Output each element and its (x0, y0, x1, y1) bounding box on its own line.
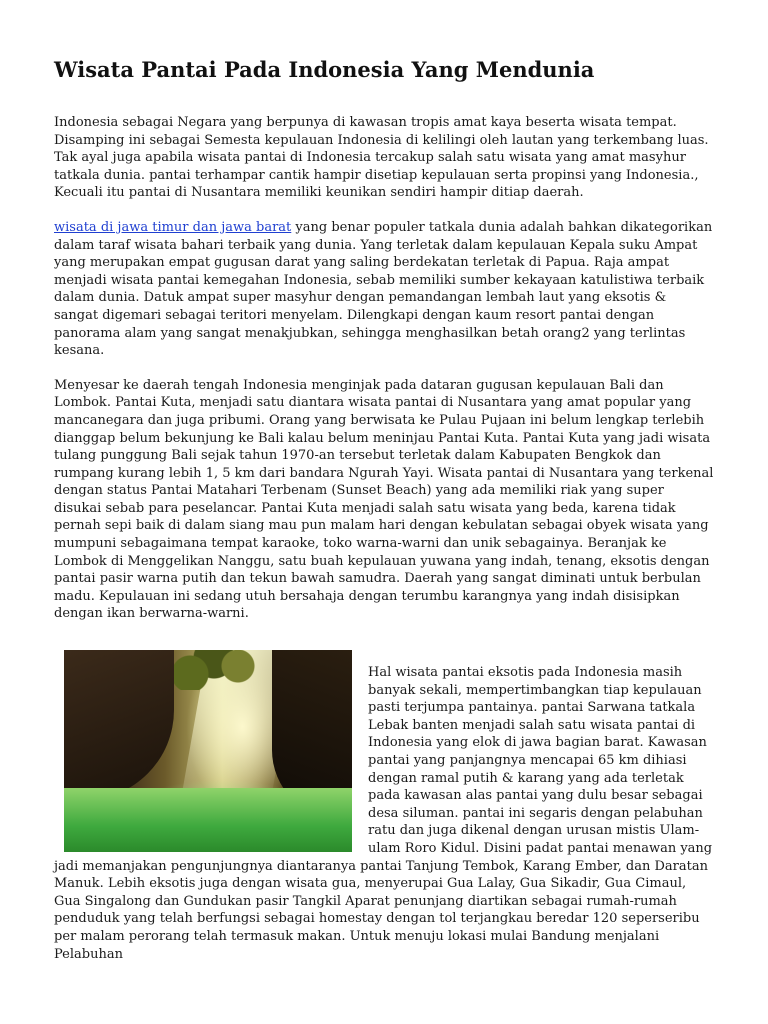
paragraph-sawarna: Hal wisata pantai eksotis pada Indonesia masih banyak sekali, mempertimbangkan tiap kepulauan pasti terjumpa pantainya. pantai Sarwana tatkala Lebak banten menjadi salah satu wisata pantai di Indonesia yang elok di jawa bagian barat. Kawasan pantai yang panjangnya mencapai 65 km dihiasi dengan ramal putih & karang yang ada terletak pada kawasan alas pantai yang dulu besar sebagai desa siluman. pantai ini segaris dengan pelabuhan ratu dan juga dikenal dengan urusan mistis Ulam-ulam Roro Kidul. Disini padat pantai menawan yang jadi memanjakan pengunjungnya diantaranya pantai Tanjung Tembok, Karang Ember, dan Daratan Manuk. Lebih eksotis juga dengan wisata gua, menyerupai Gua Lalay, Gua Sikadir, Gua Cimaul, Gua Singalong dan Gundukan pasir Tangkil Aparat penunjang diartikan sebagai rumah-rumah penduduk yang telah berfungsi sebagai homestay dengan tol terjangkau beredar 120 seperseribu per malam perorang telah termasuk makan. Untuk menuju lokasi mulai Bandung menjalani Pelabuhan (54, 665, 713, 962)
inline-link-wisata-jawa[interactable]: wisata di jawa timur dan jawa barat (54, 219, 292, 235)
page-title: Wisata Pantai Pada Indonesia Yang Mendunia (54, 57, 595, 82)
paragraph-intro: Indonesia sebagai Negara yang berpunya di kawasan tropis amat kaya beserta wisata tempat. Disamping ini sebagai Semesta kepulauan Indonesia di kelilingi oleh lautan yang terkembang luas. Tak ayal juga apabila wisata pantai di Indonesia tercakup salah satu wisata yang amat masyhur tatkala dunia. pantai terhampar cantik hampir disetiap kepulauan serta propinsi yang Indonesia., Kecuali itu pantai di Nusantara memiliki keunikan sendiri hampir ditiap daerah. (54, 115, 709, 201)
article-body (54, 114, 714, 980)
paragraph-bali-lombok: Menyesar ke daerah tengah Indonesia menginjak pada dataran gugusan kepulauan Bali dan Lombok. Pantai Kuta, menjadi satu diantara wisata pantai di Nusantara yang amat popular yang mancanegara dan juga pribumi. Orang yang berwisata ke Pulau Pujaan ini belum lengkap terlebih dianggap belum bekunjung ke Bali kalau belum meninjau Pantai Kuta. Pantai Kuta yang jadi wisata tulang punggung Bali sejak tahun 1970-an tersebut terletak dalam Kabupaten Bengkok dan rumpang kurang lebih 1, 5 km dari bandara Ngurah Yayi. Wisata pantai di Nusantara yang terkenal dengan status Pantai Matahari Terbenam (Sunset Beach) yang ada memiliki riak yang super disukai sebab para peselancar. Pantai Kuta menjadi salah satu wisata yang beda, karena tidak pernah sepi baik di dalam siang mau pun malam hari dengan kebulatan sebagai obyek wisata yang mumpuni sebagaimana tempat karaoke, toko warna-warni dan unik sebagainya. Beranjak ke Lombok di Menggelikan Nanggu, satu buah kepulauan yuwana yang indah, tenang, eksotis dengan pantai pasir warna putih dan tekun bawah samudra. Daerah yang sangat diminati untuk berbulan madu. Kepulauan ini sedang utuh bersahaja dengan terumbu karangnya yang indah disisipkan dengan ikan berwarna-warni. (54, 377, 714, 622)
paragraph-raja-ampat-text: yang benar populer tatkala dunia adalah bahkan dikategorikan dalam taraf wisata bahari terbaik yang dunia. Yang terletak dalam kepulauan Kepala suku Ampat yang merupakan empat gugusan darat yang saling berdekatan terletak di Papua. Raja ampat menjadi wisata pantai kemegahan Indonesia, sebab memiliki sumber kekayaan katulistiwa terbaik dalam dunia. Datuk ampat super masyhur dengan pemandangan lembah laut yang eksotis & sangat digemari sebagai teritori menyelam. Dilengkapi dengan kaum resort pantai dengan panorama alam yang sangat menakjubkan, sehingga menghasilkan betah orang2 yang terlintas kesana. (54, 219, 713, 359)
beach-cave-photo (64, 650, 352, 852)
paragraph-raja-ampat (54, 219, 714, 360)
